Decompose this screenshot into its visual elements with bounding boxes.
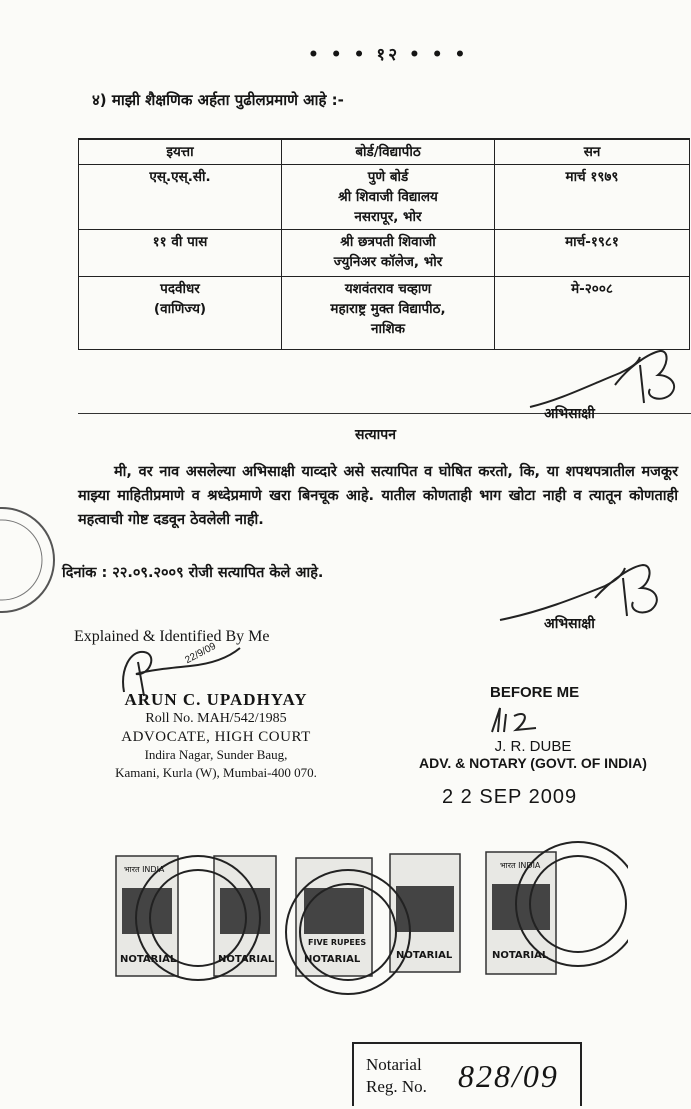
notary-title: ADV. & NOTARY (GOVT. OF INDIA) [419,755,647,771]
verification-text: मी, वर नाव असलेल्या अभिसाक्षी याव्दारे असे सत्यापित व घोषित करतो, कि, या शपथपत्रातील मजकूर माझ्या माहितीप्रमाणे व श्रध्देप्रमाणे खरा बिनचूक आहे. यातील कोणताही भाग खोटा नाही व त्यातून कोणताही महत्वाची गोष्ट दडवून ठेवलेली नाही. [78,464,678,528]
table-cell: ११ वी पास [79,230,282,277]
table-cell: एस्.एस्.सी. [79,165,282,230]
advocate-title: ADVOCATE, HIGH COURT [121,729,311,745]
advocate-signature-date: 22/9/09 [183,640,219,667]
stamp-value: FIVE RUPEES [308,938,367,947]
table-cell: मार्च १९७९ [495,165,690,230]
stamp-type: NOTARIAL [492,950,549,961]
verification-title: सत्यापन [355,427,396,443]
table-cell: श्री छत्रपती शिवाजी ज्युनिअर कॉलेज, भोर [282,230,495,277]
advocate-name: ARUN C. UPADHYAY [124,690,308,709]
table-cell: पुणे बोर्ड श्री शिवाजी विद्यालय नसरापूर, भोर [282,165,495,230]
table-row [79,230,690,277]
notary-signature [486,702,556,736]
partial-round-seal [0,500,60,620]
stamp-type: NOTARIAL [396,950,453,961]
page-number: • • • १२ • • • [308,45,469,65]
advocate-roll: Roll No. MAH/542/1985 [145,711,287,726]
advocate-address-line2: Kamani, Kurla (W), Mumbai-400 070. [115,765,317,780]
stamp-type: NOTARIAL [304,954,361,965]
column-header: बोर्ड/विद्यापीठ [282,139,495,165]
table-row [79,277,690,350]
section-heading: ४) माझी शैक्षणिक अर्हता पुढीलप्रमाणे आहे :- [92,91,344,109]
table-cell: मार्च-१९८१ [495,230,690,277]
notary-name: J. R. DUBE [494,738,572,755]
explained-identified-text: Explained & Identified By Me [74,628,270,645]
advocate-stamp [96,690,336,782]
table-cell: पदवीधर (वाणिज्य) [79,277,282,350]
before-me-label: BEFORE ME [490,684,580,701]
table-row [79,165,690,230]
notary-stamp [415,738,651,771]
stamp-country: भारत INDIA [124,865,165,874]
column-header: इयत्ता [79,139,282,165]
verification-date: दिनांक : २२.०९.२००९ रोजी सत्यापित केले आहे. [62,565,324,581]
registration-label: Notarial Reg. No. [366,1055,427,1096]
stamp-country: भारत INDIA [500,861,541,870]
notarial-registration-box [352,1042,582,1106]
stamp-type: NOTARIAL [120,954,177,965]
stamp-type: NOTARIAL [218,954,275,965]
deponent-label: अभिसाक्षी [544,406,595,422]
table-cell: मे-२००८ [495,277,690,350]
signature-divider [78,413,691,414]
deponent-label: अभिसाक्षी [544,616,595,632]
notarial-stamps [108,836,628,1016]
column-header: सन [495,139,690,165]
advocate-address-line1: Indira Nagar, Sunder Baug, [144,747,288,762]
notary-date-stamp: 2 2 SEP 2009 [442,786,578,808]
registration-number: 828/09 [458,1058,559,1094]
table-cell: यशवंतराव चव्हाण महाराष्ट्र मुक्त विद्यापीठ, नाशिक [282,277,495,350]
revenue-stamps-illustration [108,836,628,1016]
education-table [78,138,690,350]
table-header-row [79,139,690,165]
